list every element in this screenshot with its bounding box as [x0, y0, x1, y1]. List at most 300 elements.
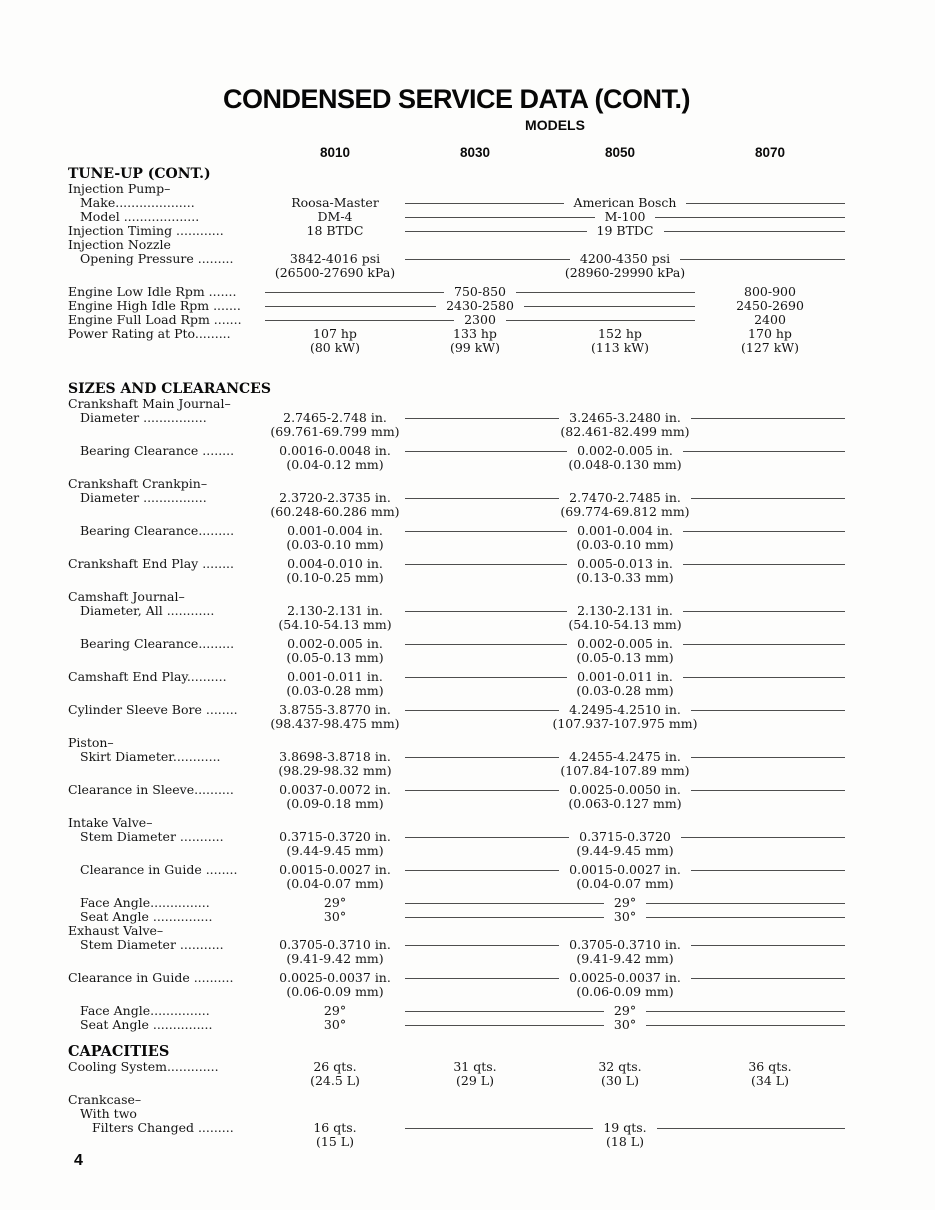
value-line: 0.002-0.005 in.: [287, 636, 383, 651]
row-values: [265, 411, 845, 439]
value-cell: [265, 1004, 405, 1018]
row-values: [265, 210, 845, 224]
span-value-cell: [265, 299, 695, 313]
span-value-text: 29°: [613, 895, 637, 910]
row-label: Clearance in Guide ..........: [68, 971, 234, 985]
table-row: [68, 252, 845, 280]
value-line: 0.3715-0.3720 in.: [279, 829, 391, 844]
span-value-metric: (0.05-0.13 mm): [576, 650, 674, 665]
span-value-top: [405, 1004, 845, 1018]
value-cell: [265, 863, 405, 891]
value-cell: [695, 327, 845, 355]
value-cell: [265, 444, 405, 472]
span-rule-right: [691, 757, 845, 758]
span-value-cell: [405, 557, 845, 585]
span-rule-left: [405, 945, 559, 946]
span-rule-right: [646, 1025, 845, 1026]
value-line: (113 kW): [590, 340, 649, 355]
value-cell: [265, 830, 405, 858]
span-value-cell: [405, 1004, 845, 1018]
span-value-metric: (0.06-0.09 mm): [576, 984, 674, 999]
value-line: (29 L): [456, 1073, 494, 1088]
table-row: [68, 703, 845, 731]
span-value-cell: [405, 491, 845, 519]
group-label: Camshaft Journal–: [68, 589, 185, 604]
value-line: (0.04-0.07 mm): [286, 876, 384, 891]
row-values: [265, 285, 845, 299]
span-value-text: 0.002-0.005 in.: [577, 636, 673, 651]
table-row: [68, 224, 845, 238]
span-value-text: 0.005-0.013 in.: [577, 556, 673, 571]
value-line: (9.41-9.42 mm): [286, 951, 384, 966]
model-column-header: 8010: [319, 145, 351, 160]
table-row: [68, 863, 845, 891]
span-value-cell: [405, 1018, 845, 1032]
value-line: (0.03-0.10 mm): [286, 537, 384, 552]
value-line: 0.0025-0.0037 in.: [279, 970, 391, 985]
span-rule-left: [405, 917, 604, 918]
row-values: [265, 938, 845, 966]
span-value-top: [405, 557, 845, 571]
row-values: [265, 1060, 845, 1088]
table-row: [68, 924, 845, 938]
span-value-top: [405, 830, 845, 844]
row-label: Bearing Clearance.........: [80, 524, 235, 538]
row-label: Clearance in Guide ........: [80, 863, 238, 877]
span-rule-right: [646, 1011, 845, 1012]
value-line: 2.3720-2.3735 in.: [279, 490, 391, 505]
span-value-top: [405, 1121, 845, 1135]
value-cell: [265, 971, 405, 999]
span-rule-right: [683, 644, 845, 645]
span-value-metric: (0.04-0.07 mm): [576, 876, 674, 891]
table-row: [68, 210, 845, 224]
page-title: CONDENSED SERVICE DATA (CONT.): [222, 84, 691, 114]
row-values: [265, 896, 845, 910]
row-values: [265, 783, 845, 811]
row-label: Model ...................: [80, 210, 200, 224]
value-line: 152 hp: [598, 326, 642, 341]
value-line: (69.761-69.799 mm): [270, 424, 400, 439]
span-rule-left: [405, 710, 559, 711]
table-row: [68, 604, 845, 632]
value-line: (54.10-54.13 mm): [278, 617, 392, 632]
value-line: 2450-2690: [736, 298, 804, 313]
span-value-cell: [405, 210, 845, 224]
value-cell: [265, 1060, 405, 1088]
span-value-metric: (9.44-9.45 mm): [576, 843, 674, 858]
span-rule-right: [691, 790, 845, 791]
value-line: 36 qts.: [748, 1059, 792, 1074]
table-row: [68, 182, 845, 196]
span-rule-left: [405, 644, 567, 645]
value-line: 0.0037-0.0072 in.: [279, 782, 391, 797]
value-line: (60.248-60.286 mm): [270, 504, 400, 519]
span-value-cell: [405, 783, 845, 811]
page-number: 4: [74, 1152, 83, 1169]
value-line: 0.0015-0.0027 in.: [279, 862, 391, 877]
span-value-text: 2430-2580: [446, 298, 514, 313]
row-label: Seat Angle ...............: [80, 910, 213, 924]
span-value-cell: [405, 670, 845, 698]
value-cell: [265, 938, 405, 966]
span-value-top: [405, 444, 845, 458]
model-column-header: 8050: [604, 145, 636, 160]
row-label: Stem Diameter ...........: [80, 938, 224, 952]
span-value-text: 0.002-0.005 in.: [577, 443, 673, 458]
group-label: Exhaust Valve–: [68, 923, 164, 938]
span-value-text: 0.0025-0.0037 in.: [569, 970, 681, 985]
span-value-cell: [405, 896, 845, 910]
table-row: [68, 285, 845, 299]
row-label: Cooling System.............: [68, 1060, 219, 1074]
span-rule-left: [405, 1025, 604, 1026]
span-rule-left: [405, 217, 595, 218]
table-row: [68, 896, 845, 910]
span-rule-right: [506, 320, 695, 321]
table-row: [68, 736, 845, 750]
span-value-top: [405, 938, 845, 952]
span-value-top: [405, 750, 845, 764]
value-line: 2.130-2.131 in.: [287, 603, 383, 618]
span-rule-left: [265, 292, 444, 293]
span-value-top: [405, 252, 845, 266]
value-cell: [695, 1060, 845, 1088]
span-rule-left: [405, 757, 559, 758]
span-value-top: [405, 896, 845, 910]
span-rule-left: [405, 903, 604, 904]
span-value-text: 3.2465-3.2480 in.: [569, 410, 681, 425]
row-values: [265, 444, 845, 472]
value-line: (98.437-98.475 mm): [270, 716, 400, 731]
span-value-cell: [405, 444, 845, 472]
span-value-top: [405, 1018, 845, 1032]
row-label: Skirt Diameter............: [80, 750, 221, 764]
row-label: Engine Full Load Rpm .......: [68, 313, 242, 327]
value-cell: [405, 327, 545, 355]
span-rule-left: [265, 320, 454, 321]
span-rule-right: [691, 978, 845, 979]
span-rule-left: [405, 837, 569, 838]
span-rule-left: [405, 231, 587, 232]
span-value-cell: [405, 637, 845, 665]
span-value-text: 30°: [613, 909, 637, 924]
value-cell: [265, 411, 405, 439]
row-label: Diameter ................: [80, 491, 207, 505]
span-rule-left: [405, 564, 567, 565]
value-line: (0.09-0.18 mm): [286, 796, 384, 811]
value-line: 2400: [754, 312, 786, 327]
span-value-text: 0.3715-0.3720: [579, 829, 671, 844]
table-row: [68, 750, 845, 778]
table-row: [68, 971, 845, 999]
span-rule-left: [405, 259, 570, 260]
row-values: [265, 1018, 845, 1032]
span-value-text: 2.130-2.131 in.: [577, 603, 673, 618]
table-row: [68, 590, 845, 604]
span-rule-right: [681, 837, 845, 838]
group-label: Injection Nozzle: [68, 237, 171, 252]
span-value-top: [405, 910, 845, 924]
span-rule-right: [691, 870, 845, 871]
span-rule-left: [405, 498, 559, 499]
group-label: Piston–: [68, 735, 114, 750]
table-row: [68, 196, 845, 210]
row-label: Opening Pressure .........: [80, 252, 234, 266]
value-line: 170 hp: [748, 326, 792, 341]
value-cell: [265, 896, 405, 910]
value-line: 26 qts.: [313, 1059, 357, 1074]
span-value-cell: [265, 313, 695, 327]
row-label: Face Angle...............: [80, 1004, 210, 1018]
value-line: (0.10-0.25 mm): [286, 570, 384, 585]
span-rule-left: [405, 418, 559, 419]
row-label: Bearing Clearance ........: [80, 444, 235, 458]
span-value-cell: [405, 938, 845, 966]
span-rule-left: [405, 531, 567, 532]
value-line: 133 hp: [453, 326, 497, 341]
row-values: [265, 524, 845, 552]
spec-table: [68, 166, 845, 1149]
row-label: Face Angle...............: [80, 896, 210, 910]
row-values: [265, 670, 845, 698]
value-cell: [265, 637, 405, 665]
span-value-cell: [265, 285, 695, 299]
row-values: [265, 703, 845, 731]
value-line: 107 hp: [313, 326, 357, 341]
span-value-text: 29°: [613, 1003, 637, 1018]
row-label: Injection Timing ............: [68, 224, 224, 238]
value-cell: [545, 1060, 695, 1088]
model-header-row: [68, 145, 845, 160]
section-heading-tuneup: TUNE-UP (CONT.): [68, 166, 211, 182]
value-line: (80 kW): [309, 340, 361, 355]
value-line: 0.001-0.011 in.: [287, 669, 383, 684]
value-line: (34 L): [751, 1073, 789, 1088]
value-cell: [265, 524, 405, 552]
row-label: Bearing Clearance.........: [80, 637, 235, 651]
value-line: (0.04-0.12 mm): [286, 457, 384, 472]
row-values: [265, 196, 845, 210]
group-label: Intake Valve–: [68, 815, 153, 830]
span-rule-right: [683, 451, 845, 452]
span-value-top: [405, 604, 845, 618]
span-value-top: [405, 783, 845, 797]
span-value-top: [405, 637, 845, 651]
value-cell: [695, 285, 845, 299]
span-value-top: [405, 971, 845, 985]
span-value-cell: [405, 830, 845, 858]
value-cell: [405, 1060, 545, 1088]
value-cell: [265, 196, 405, 210]
span-value-metric: (107.84-107.89 mm): [560, 763, 690, 778]
row-values: [265, 224, 845, 238]
span-value-top: [405, 491, 845, 505]
span-value-metric: (28960-29990 kPa): [564, 265, 686, 280]
value-line: (26500-27690 kPa): [274, 265, 396, 280]
value-cell: [265, 1018, 405, 1032]
value-line: 29°: [323, 1003, 347, 1018]
table-row: [68, 491, 845, 519]
table-row: [68, 1004, 845, 1018]
row-label: Clearance in Sleeve..........: [68, 783, 234, 797]
span-value-cell: [405, 252, 845, 280]
span-value-cell: [405, 1121, 845, 1149]
span-value-text: 4.2495-4.2510 in.: [569, 702, 681, 717]
span-value-top: [405, 224, 845, 238]
row-label: Engine Low Idle Rpm .......: [68, 285, 237, 299]
span-value-top: [405, 196, 845, 210]
row-values: [265, 971, 845, 999]
span-value-top: [405, 411, 845, 425]
row-label: Crankshaft End Play ........: [68, 557, 234, 571]
row-label: Cylinder Sleeve Bore ........: [68, 703, 238, 717]
span-value-cell: [405, 604, 845, 632]
span-rule-left: [405, 790, 559, 791]
span-value-cell: [405, 703, 845, 731]
span-value-cell: [405, 750, 845, 778]
span-rule-left: [405, 451, 567, 452]
span-value-text: 19 qts.: [603, 1120, 647, 1135]
span-value-metric: (0.03-0.10 mm): [576, 537, 674, 552]
row-values: [265, 313, 845, 327]
span-value-top: [265, 299, 695, 313]
span-rule-right: [691, 418, 845, 419]
value-cell: [265, 750, 405, 778]
span-rule-left: [405, 870, 559, 871]
span-value-metric: (0.048-0.130 mm): [568, 457, 682, 472]
span-value-top: [405, 670, 845, 684]
value-line: (0.06-0.09 mm): [286, 984, 384, 999]
span-rule-right: [680, 259, 845, 260]
span-rule-left: [405, 978, 559, 979]
span-rule-right: [683, 564, 845, 565]
value-cell: [265, 783, 405, 811]
span-value-cell: [405, 863, 845, 891]
value-line: (24.5 L): [310, 1073, 360, 1088]
span-rule-right: [683, 531, 845, 532]
table-row: [68, 670, 845, 698]
value-line: 3.8698-3.8718 in.: [279, 749, 391, 764]
table-row: [68, 397, 845, 411]
model-column-header: 8030: [459, 145, 491, 160]
value-line: 0.0016-0.0048 in.: [279, 443, 391, 458]
value-line: 2.7465-2.748 in.: [283, 410, 387, 425]
span-value-text: 0.0015-0.0027 in.: [569, 862, 681, 877]
span-rule-right: [683, 611, 845, 612]
span-value-top: [265, 313, 695, 327]
row-label: Filters Changed .........: [92, 1121, 234, 1135]
header-spacer: [68, 145, 265, 160]
value-cell: [695, 299, 845, 313]
row-label: Power Rating at Pto.........: [68, 327, 231, 341]
span-value-text: 750-850: [454, 284, 506, 299]
value-line: (127 kW): [740, 340, 799, 355]
span-value-text: American Bosch: [573, 195, 677, 210]
span-value-metric: (69.774-69.812 mm): [560, 504, 690, 519]
table-row: [68, 411, 845, 439]
row-values: [265, 557, 845, 585]
row-label: Camshaft End Play..........: [68, 670, 227, 684]
table-row: [68, 1060, 845, 1088]
models-label: MODELS: [525, 117, 585, 133]
span-value-metric: (9.41-9.42 mm): [576, 951, 674, 966]
value-line: 32 qts.: [598, 1059, 642, 1074]
span-rule-right: [686, 203, 845, 204]
span-value-text: 4.2455-4.2475 in.: [569, 749, 681, 764]
row-label: Make....................: [80, 196, 195, 210]
span-value-cell: [405, 971, 845, 999]
span-value-cell: [405, 524, 845, 552]
span-rule-right: [524, 306, 695, 307]
value-cell: [265, 703, 405, 731]
value-cell: [265, 604, 405, 632]
table-row: [68, 444, 845, 472]
row-values: [265, 299, 845, 313]
section-heading-sizes: SIZES AND CLEARANCES: [68, 381, 271, 397]
row-values: [265, 604, 845, 632]
table-row: [68, 830, 845, 858]
value-cell: [265, 910, 405, 924]
span-value-text: 4200-4350 psi: [579, 251, 671, 266]
span-value-text: M-100: [604, 209, 646, 224]
span-value-metric: (107.937-107.975 mm): [552, 716, 698, 731]
model-column-header: 8070: [754, 145, 786, 160]
row-values: [265, 491, 845, 519]
span-rule-right: [683, 677, 845, 678]
span-rule-left: [405, 677, 567, 678]
span-value-text: 2.7470-2.7485 in.: [569, 490, 681, 505]
span-value-text: 0.001-0.011 in.: [577, 669, 673, 684]
value-cell: [695, 313, 845, 327]
table-row: [68, 637, 845, 665]
group-label: Crankshaft Crankpin–: [68, 476, 208, 491]
value-line: 0.001-0.004 in.: [287, 523, 383, 538]
row-values: [265, 863, 845, 891]
span-value-text: 0.001-0.004 in.: [577, 523, 673, 538]
value-line: (15 L): [316, 1134, 354, 1149]
table-row: [68, 910, 845, 924]
span-value-text: 30°: [613, 1017, 637, 1032]
table-row: [68, 783, 845, 811]
table-row: [68, 816, 845, 830]
row-label: Stem Diameter ...........: [80, 830, 224, 844]
row-values: [265, 830, 845, 858]
section-heading-capacities: CAPACITIES: [68, 1043, 170, 1060]
span-value-top: [405, 863, 845, 877]
table-row: [68, 524, 845, 552]
span-value-top: [405, 210, 845, 224]
value-line: 30°: [323, 1017, 347, 1032]
span-rule-right: [691, 945, 845, 946]
value-cell: [265, 252, 405, 280]
group-label: Crankshaft Main Journal–: [68, 396, 231, 411]
value-line: 18 BTDC: [306, 223, 364, 238]
span-rule-right: [646, 917, 845, 918]
table-row: [68, 1121, 845, 1149]
value-cell: [265, 210, 405, 224]
value-line: 31 qts.: [453, 1059, 497, 1074]
value-cell: [265, 491, 405, 519]
table-row: [68, 299, 845, 313]
table-row: [68, 938, 845, 966]
table-row: [68, 327, 845, 355]
span-value-text: 0.3705-0.3710 in.: [569, 937, 681, 952]
row-values: [265, 750, 845, 778]
span-value-metric: (0.063-0.127 mm): [568, 796, 682, 811]
span-value-text: 0.0025-0.0050 in.: [569, 782, 681, 797]
group-label: Crankcase–: [68, 1092, 142, 1107]
